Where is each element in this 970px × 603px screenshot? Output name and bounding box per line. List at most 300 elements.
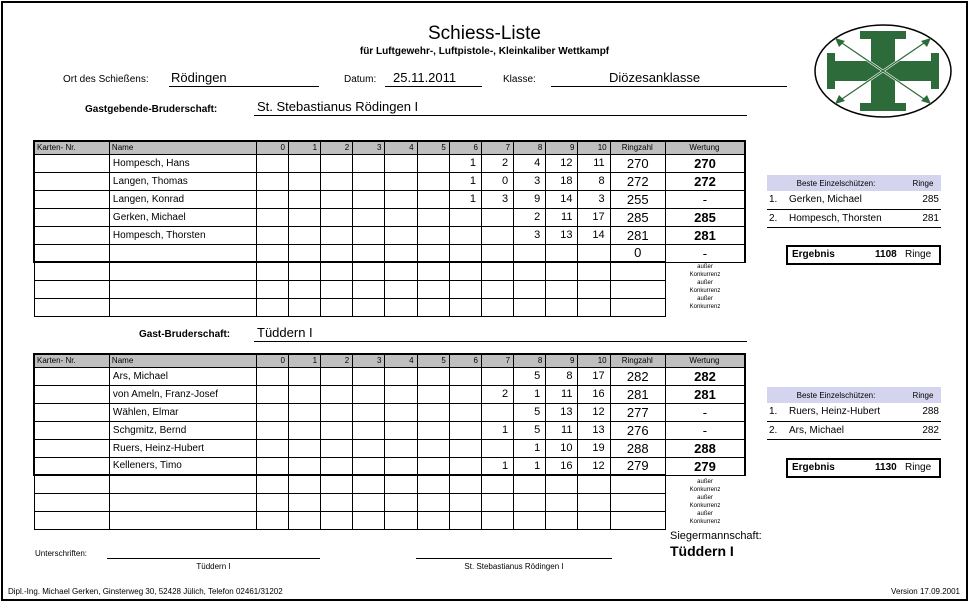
ring-count-cell	[321, 367, 353, 385]
karten-nr-cell	[34, 154, 109, 172]
empty-cell	[256, 262, 288, 280]
empty-cell	[417, 280, 449, 298]
empty-row	[34, 280, 745, 298]
column-header: 3	[353, 354, 385, 367]
home-best-shooters	[767, 175, 941, 228]
ring-count-cell	[288, 154, 320, 172]
empty-cell	[417, 262, 449, 280]
column-header: 7	[481, 141, 513, 154]
karten-nr-cell	[34, 421, 109, 439]
ring-count-cell	[321, 244, 353, 262]
empty-cell	[109, 280, 256, 298]
ring-count-cell	[256, 385, 288, 403]
score-row	[34, 457, 745, 475]
shooter-name: Hompesch, Thorsten	[109, 226, 256, 244]
best-shooter-row	[767, 421, 941, 439]
ring-count-cell	[449, 367, 481, 385]
ring-count-cell	[578, 244, 610, 262]
empty-cell	[34, 511, 109, 529]
empty-row	[34, 493, 745, 511]
ring-count-cell	[385, 403, 417, 421]
ring-count-cell	[449, 439, 481, 457]
guest-name: Tüddern I	[257, 325, 313, 340]
ring-count-cell	[256, 190, 288, 208]
empty-cell	[385, 280, 417, 298]
ausser-konkurrenz-text: außer	[697, 495, 713, 501]
ring-count-cell	[353, 226, 385, 244]
klasse-label: Klasse:	[503, 74, 536, 85]
empty-cell	[546, 475, 578, 493]
home-ergebnis-value: 1108	[875, 249, 897, 260]
empty-cell	[288, 475, 320, 493]
ausser-konkurrenz-text: außer	[697, 479, 713, 485]
empty-cell	[385, 493, 417, 511]
ring-count-cell	[288, 439, 320, 457]
guest-score-table	[33, 353, 746, 530]
column-header: Ringzahl	[610, 354, 665, 367]
ring-count-cell	[353, 172, 385, 190]
empty-cell	[546, 280, 578, 298]
sheet-title: Schiess-Liste	[428, 23, 541, 44]
column-header: 2	[321, 354, 353, 367]
empty-cell	[109, 493, 256, 511]
ausser-konkurrenz-text: außer	[697, 264, 713, 270]
ring-count-cell	[288, 421, 320, 439]
ring-count-cell: 12	[578, 457, 610, 475]
best-shooters-header: Beste Einzelschützen:	[767, 175, 905, 191]
ring-count-cell	[385, 457, 417, 475]
ring-count-cell	[449, 226, 481, 244]
shooter-name: Kelleners, Timo	[109, 457, 256, 475]
ausser-konkurrenz-text: außer	[697, 511, 713, 517]
best-ringe: 282	[905, 421, 941, 439]
empty-cell	[321, 475, 353, 493]
ringzahl-cell: 281	[610, 226, 665, 244]
ring-count-cell	[256, 457, 288, 475]
ring-count-cell	[321, 190, 353, 208]
empty-cell	[353, 298, 385, 316]
ring-count-cell	[449, 244, 481, 262]
wertung-cell: 288	[665, 439, 745, 457]
best-rank: 2.	[767, 421, 787, 439]
column-header: 5	[417, 354, 449, 367]
wertung-cell: -	[665, 190, 745, 208]
empty-cell	[256, 475, 288, 493]
datum-label: Datum:	[344, 74, 377, 85]
empty-cell	[321, 493, 353, 511]
empty-cell	[34, 298, 109, 316]
ring-count-cell	[417, 367, 449, 385]
ring-count-cell	[353, 403, 385, 421]
ring-count-cell: 11	[546, 208, 578, 226]
ring-count-cell	[417, 226, 449, 244]
empty-cell	[353, 493, 385, 511]
ausser-konkurrenz-text: Konkurrenz	[689, 272, 721, 278]
ring-count-cell: 8	[546, 367, 578, 385]
unterschriften-label: Unterschriften:	[35, 549, 88, 558]
ring-count-cell	[385, 439, 417, 457]
best-name: Ruers, Heinz-Hubert	[787, 403, 905, 421]
ring-count-cell	[385, 208, 417, 226]
ring-count-cell: 17	[578, 208, 610, 226]
ort-value: Rödingen	[171, 70, 227, 85]
column-header: 10	[578, 141, 610, 154]
karten-nr-cell	[34, 403, 109, 421]
ring-count-cell	[417, 421, 449, 439]
column-header: 4	[385, 354, 417, 367]
datum-value: 25.11.2011	[393, 70, 457, 85]
column-header: Ringzahl	[610, 141, 665, 154]
column-header: Karten- Nr.	[34, 354, 109, 367]
ring-count-cell: 2	[481, 385, 513, 403]
column-header: 5	[417, 141, 449, 154]
empty-cell	[610, 280, 665, 298]
ring-count-cell: 5	[514, 403, 546, 421]
ring-count-cell	[385, 367, 417, 385]
ausser-konkurrenz-text: Konkurrenz	[689, 288, 721, 294]
shooter-name: Langen, Thomas	[109, 172, 256, 190]
ring-count-cell: 1	[481, 421, 513, 439]
karten-nr-cell	[34, 226, 109, 244]
ring-count-cell	[385, 154, 417, 172]
empty-cell	[256, 493, 288, 511]
column-header: Wertung	[665, 141, 745, 154]
ring-count-cell: 3	[578, 190, 610, 208]
ring-count-cell	[321, 457, 353, 475]
wertung-cell: 279	[665, 457, 745, 475]
empty-cell	[481, 475, 513, 493]
empty-cell	[578, 475, 610, 493]
ring-count-cell: 4	[514, 154, 546, 172]
score-row	[34, 439, 745, 457]
empty-cell	[417, 298, 449, 316]
best-ringe: 288	[905, 403, 941, 421]
empty-cell	[610, 511, 665, 529]
ring-count-cell	[481, 244, 513, 262]
ring-count-cell: 11	[546, 421, 578, 439]
empty-cell	[514, 511, 546, 529]
ring-count-cell	[449, 208, 481, 226]
ring-count-cell	[417, 403, 449, 421]
ringzahl-cell: 282	[610, 367, 665, 385]
shooter-name: von Ameln, Franz-Josef	[109, 385, 256, 403]
home-score-table	[33, 140, 746, 317]
empty-cell	[578, 493, 610, 511]
home-label: Gastgebende-Bruderschaft:	[85, 104, 218, 115]
ring-count-cell: 10	[546, 439, 578, 457]
empty-cell	[610, 298, 665, 316]
footer-author: Dipl.-Ing. Michael Gerken, Ginsterweg 30, 52428 Jülich, Telefon 02461/31202	[8, 587, 283, 596]
ringzahl-cell: 255	[610, 190, 665, 208]
footer-version: Version 17.09.2001	[891, 587, 960, 596]
bruderschaft-logo	[813, 23, 953, 119]
empty-cell	[610, 493, 665, 511]
ring-count-cell	[288, 457, 320, 475]
empty-cell	[353, 475, 385, 493]
empty-cell	[34, 262, 109, 280]
shooter-name: Ars, Michael	[109, 367, 256, 385]
best-shooter-row	[767, 209, 941, 227]
empty-cell	[288, 511, 320, 529]
ring-count-cell	[288, 244, 320, 262]
column-header: 10	[578, 354, 610, 367]
empty-cell	[481, 511, 513, 529]
empty-cell	[256, 280, 288, 298]
score-row	[34, 421, 745, 439]
ringzahl-cell: 270	[610, 154, 665, 172]
sieger-value: Tüddern I	[670, 543, 734, 559]
empty-cell	[385, 511, 417, 529]
shooter-name: Ruers, Heinz-Hubert	[109, 439, 256, 457]
ring-count-cell: 2	[514, 208, 546, 226]
empty-row	[34, 298, 745, 316]
ring-count-cell	[256, 172, 288, 190]
ring-count-cell	[256, 367, 288, 385]
score-row	[34, 244, 745, 262]
home-ausser-konkurrenz	[685, 263, 725, 311]
ring-count-cell	[385, 190, 417, 208]
best-rank: 2.	[767, 209, 787, 227]
ring-count-cell: 9	[514, 190, 546, 208]
column-header: Name	[109, 354, 256, 367]
empty-cell	[256, 298, 288, 316]
ring-count-cell	[417, 172, 449, 190]
ring-count-cell: 13	[546, 403, 578, 421]
wertung-cell: 272	[665, 172, 745, 190]
ring-count-cell: 5	[514, 421, 546, 439]
ring-count-cell	[353, 190, 385, 208]
best-name: Ars, Michael	[787, 421, 905, 439]
ring-count-cell	[417, 244, 449, 262]
ring-count-cell: 19	[578, 439, 610, 457]
empty-cell	[34, 280, 109, 298]
empty-cell	[109, 511, 256, 529]
ring-count-cell	[546, 244, 578, 262]
empty-cell	[449, 511, 481, 529]
wertung-cell: -	[665, 403, 745, 421]
guest-ergebnis-value: 1130	[875, 462, 897, 473]
ring-count-cell	[321, 439, 353, 457]
guest-ergebnis	[786, 458, 941, 478]
empty-cell	[288, 280, 320, 298]
empty-cell	[385, 475, 417, 493]
home-ergebnis-label: Ergebnis	[792, 249, 835, 260]
ring-count-cell: 17	[578, 367, 610, 385]
empty-cell	[288, 262, 320, 280]
ring-count-cell	[256, 226, 288, 244]
karten-nr-cell	[34, 367, 109, 385]
ring-count-cell	[256, 439, 288, 457]
ring-count-cell	[417, 439, 449, 457]
column-header: Name	[109, 141, 256, 154]
empty-cell	[288, 493, 320, 511]
ausser-konkurrenz-text: Konkurrenz	[689, 304, 721, 310]
best-shooters-unit: Ringe	[905, 175, 941, 191]
empty-cell	[385, 298, 417, 316]
sign-left-caption: Tüddern I	[196, 562, 231, 571]
ringzahl-cell: 285	[610, 208, 665, 226]
empty-cell	[34, 493, 109, 511]
best-name: Hompesch, Thorsten	[787, 209, 905, 227]
ring-count-cell: 13	[546, 226, 578, 244]
ring-count-cell: 1	[514, 385, 546, 403]
ring-count-cell	[385, 172, 417, 190]
ort-label: Ort des Schießens:	[63, 74, 149, 85]
empty-cell	[449, 475, 481, 493]
empty-cell	[610, 475, 665, 493]
ring-count-cell	[288, 403, 320, 421]
empty-cell	[353, 511, 385, 529]
empty-cell	[109, 475, 256, 493]
best-shooters-header: Beste Einzelschützen:	[767, 387, 905, 403]
column-header: 1	[288, 354, 320, 367]
wertung-cell: 270	[665, 154, 745, 172]
guest-best-shooters	[767, 387, 941, 440]
shooter-name: Hompesch, Hans	[109, 154, 256, 172]
karten-nr-cell	[34, 208, 109, 226]
karten-nr-cell	[34, 190, 109, 208]
empty-cell	[546, 298, 578, 316]
score-row	[34, 208, 745, 226]
shooter-name: Langen, Konrad	[109, 190, 256, 208]
column-header: 8	[514, 354, 546, 367]
ring-count-cell	[353, 385, 385, 403]
empty-cell	[417, 475, 449, 493]
best-rank: 1.	[767, 403, 787, 421]
empty-row	[34, 262, 745, 280]
column-header: 4	[385, 141, 417, 154]
column-header: 8	[514, 141, 546, 154]
ring-count-cell: 16	[546, 457, 578, 475]
empty-cell	[481, 262, 513, 280]
ring-count-cell	[353, 154, 385, 172]
wertung-cell: 285	[665, 208, 745, 226]
shooter-name: Gerken, Michael	[109, 208, 256, 226]
empty-cell	[610, 262, 665, 280]
shooter-name	[109, 244, 256, 262]
empty-cell	[109, 262, 256, 280]
ring-count-cell	[353, 421, 385, 439]
ringzahl-cell: 279	[610, 457, 665, 475]
ring-count-cell	[481, 208, 513, 226]
ring-count-cell: 2	[481, 154, 513, 172]
ring-count-cell	[353, 208, 385, 226]
ausser-konkurrenz-text: Konkurrenz	[689, 487, 721, 493]
ring-count-cell	[417, 457, 449, 475]
shooter-name: Schgmitz, Bernd	[109, 421, 256, 439]
ring-count-cell: 3	[514, 172, 546, 190]
ring-count-cell	[385, 421, 417, 439]
ring-count-cell	[288, 385, 320, 403]
ring-count-cell: 1	[449, 190, 481, 208]
ring-count-cell	[321, 385, 353, 403]
klasse-value: Diözesanklasse	[609, 70, 701, 85]
empty-row	[34, 511, 745, 529]
score-row	[34, 154, 745, 172]
home-name: St. Stebastianus Rödingen I	[257, 99, 419, 114]
ring-count-cell: 11	[578, 154, 610, 172]
ring-count-cell	[481, 226, 513, 244]
ring-count-cell	[256, 154, 288, 172]
score-row	[34, 403, 745, 421]
karten-nr-cell	[34, 244, 109, 262]
ring-count-cell: 12	[546, 154, 578, 172]
ausser-konkurrenz-text: Konkurrenz	[689, 503, 721, 509]
karten-nr-cell	[34, 457, 109, 475]
ring-count-cell	[321, 172, 353, 190]
column-header: 6	[449, 354, 481, 367]
ring-count-cell	[417, 208, 449, 226]
ring-count-cell	[256, 403, 288, 421]
empty-cell	[514, 298, 546, 316]
empty-cell	[321, 262, 353, 280]
ring-count-cell	[449, 403, 481, 421]
ring-count-cell: 11	[546, 385, 578, 403]
sieger-label: Siegermannschaft:	[670, 530, 762, 542]
ring-count-cell	[353, 439, 385, 457]
ring-count-cell	[449, 421, 481, 439]
ring-count-cell	[417, 154, 449, 172]
ring-count-cell	[256, 421, 288, 439]
wertung-cell: -	[665, 421, 745, 439]
empty-cell	[514, 493, 546, 511]
ring-count-cell	[353, 367, 385, 385]
empty-cell	[578, 280, 610, 298]
column-header: 0	[256, 354, 288, 367]
ring-count-cell: 3	[481, 190, 513, 208]
karten-nr-cell	[34, 439, 109, 457]
column-header: 3	[353, 141, 385, 154]
score-row	[34, 367, 745, 385]
best-name: Gerken, Michael	[787, 191, 905, 209]
score-row	[34, 172, 745, 190]
best-ringe: 281	[905, 209, 941, 227]
wertung-cell: -	[665, 244, 745, 262]
ring-count-cell	[288, 172, 320, 190]
wertung-cell: 282	[665, 367, 745, 385]
guest-label: Gast-Bruderschaft:	[139, 329, 231, 340]
column-header: 1	[288, 141, 320, 154]
empty-cell	[256, 511, 288, 529]
ring-count-cell: 1	[449, 154, 481, 172]
ring-count-cell	[385, 226, 417, 244]
column-header: 2	[321, 141, 353, 154]
column-header: 6	[449, 141, 481, 154]
score-sheet	[1, 1, 968, 601]
ringzahl-cell: 276	[610, 421, 665, 439]
ring-count-cell: 1	[514, 457, 546, 475]
empty-cell	[578, 298, 610, 316]
ring-count-cell	[288, 208, 320, 226]
empty-cell	[449, 298, 481, 316]
karten-nr-cell	[34, 385, 109, 403]
ring-count-cell	[321, 403, 353, 421]
ring-count-cell: 1	[514, 439, 546, 457]
empty-cell	[546, 262, 578, 280]
ring-count-cell	[385, 385, 417, 403]
ring-count-cell: 5	[514, 367, 546, 385]
sign-right-caption: St. Stebastianus Rödingen I	[464, 562, 564, 571]
empty-cell	[321, 280, 353, 298]
empty-cell	[449, 262, 481, 280]
empty-cell	[321, 511, 353, 529]
ring-count-cell: 16	[578, 385, 610, 403]
empty-cell	[288, 298, 320, 316]
best-rank: 1.	[767, 191, 787, 209]
empty-cell	[546, 511, 578, 529]
ring-count-cell	[321, 421, 353, 439]
empty-cell	[353, 280, 385, 298]
